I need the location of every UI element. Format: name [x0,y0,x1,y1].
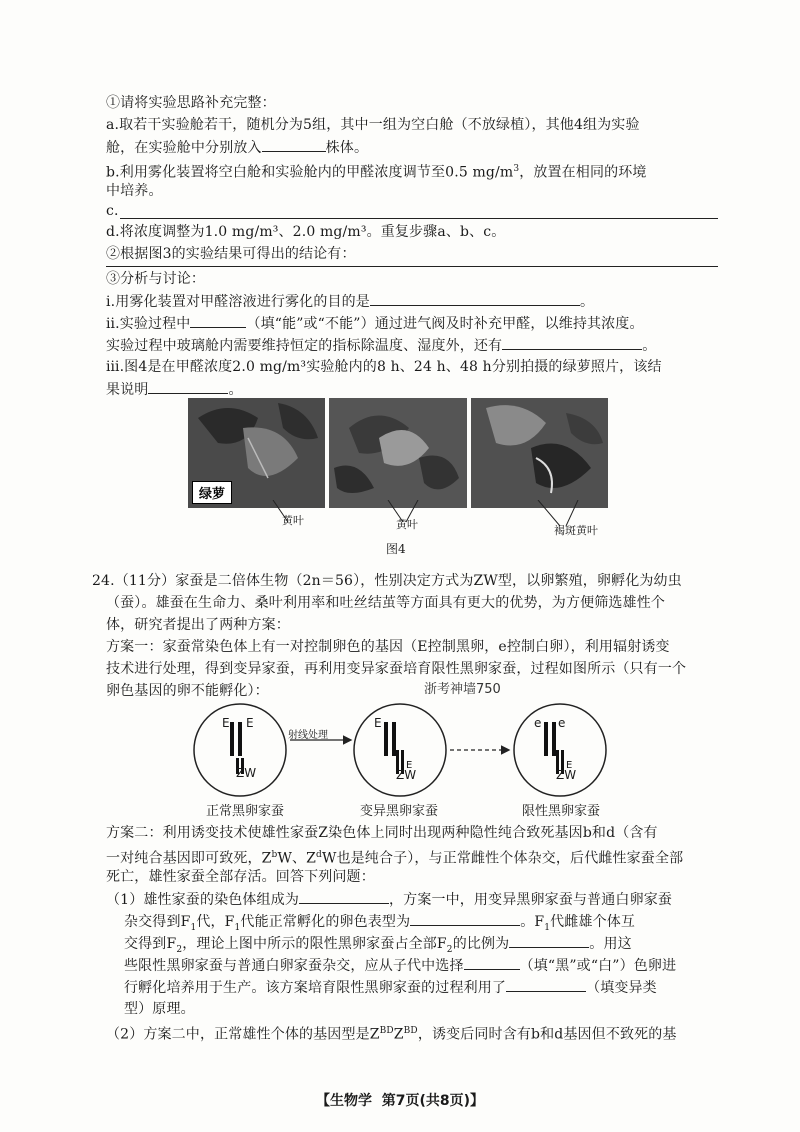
discussion-title: ③分析与讨论： [106,271,206,287]
cell-label-sex-limited: 限性黑卵家蚕 [522,804,601,819]
answer-blank[interactable] [262,136,326,152]
exp-line-i1 [106,290,718,313]
exp-line-b2 [106,180,718,202]
superscript: d [316,850,322,860]
answer-blank[interactable] [502,334,642,350]
exp-step-a-text-2: 舱，在实验舱中分别放入 [106,140,262,156]
q24-1-text-5: 代能正常孵化的卵色表型为 [240,914,411,930]
subscript: 1 [234,922,241,933]
q24-1-line-5 [124,976,718,999]
label-yellow-leaf-2: 黄叶 [396,518,418,531]
answer-blank[interactable] [148,378,228,394]
q24-2-line-1 [106,1020,718,1046]
q24-1-text-12: 些限性黑卵家蚕与普通白卵家蚕杂交，应从子代中选择 [124,958,464,974]
watermark: 浙考神墙750 [424,682,501,697]
gene-label-e: e [558,716,566,730]
q24-1-text-3: 杂交得到F [124,914,191,930]
chromosome-diagram [190,700,610,800]
exp-step-c-label: c. [106,203,119,219]
q24-plan1-line-1 [106,636,718,658]
gene-label-E: E [406,760,413,771]
exp-line-1 [106,92,718,114]
plan-1-text-3: 卵色基因的卵不能孵化）： [106,683,269,699]
photo-8h [188,398,325,508]
plan-2-text-2: 一对纯合基因即可致死，Z [106,850,272,867]
page-footer [0,1090,800,1110]
label-brown-spot-leaf: 褐斑黄叶 [554,524,598,537]
figure-4-caption: 图4 [386,542,406,556]
answer-blank[interactable] [370,290,580,306]
q24-1-text-14: 行孵化培养用于生产。该方案培育限性黑卵家蚕的过程利用了 [124,980,507,996]
cell-label-normal: 正常黑卵家蚕 [206,804,285,819]
q24-1-text-7: 代雌雄个体互 [550,914,636,930]
discussion-i-text: ⅰ.用雾化装置对甲醛溶液进行雾化的目的是 [106,294,370,310]
plan-2-text-5: 死亡，雄性家蚕全部存活。回答下列问题： [106,869,375,885]
subscript: 1 [190,922,197,933]
exp-step-b-text-2: ，放置在相同的环境 [519,164,647,181]
q24-1-text-2: ，方案一中，用变异黑卵家蚕与普通白卵家蚕 [389,892,673,908]
exp-step-b-text: b.利用雾化装置将空白舱和实验舱内的甲醛浓度调节至0.5 mg/m [106,164,514,181]
exp-line-i2c [106,334,718,357]
q24-2-text: （2）方案二中，正常雄性个体的基因型是Z [106,1026,380,1043]
discussion-iii-text: ⅲ.图4是在甲醛浓度2.0 mg/m³实验舱内的8 h、24 h、48 h分别拍摄的绿萝照片，该结 [106,359,662,375]
q24-1-text-15: （填变异类 [586,980,657,996]
gene-label-E: E [566,760,573,771]
superscript: 3 [513,164,520,174]
discussion-iii-text-2: 果说明 [106,382,149,398]
q24-line-3 [106,614,718,636]
arrow-label-radiation: 射线处理 [288,730,328,741]
q24-plan2-line-3 [106,866,718,888]
q24-plan1-line-3 [106,680,718,702]
q24-plan1-line-2 [106,658,718,680]
gene-label-E: E [222,716,230,730]
q24-1-text-16: 型）原理。 [124,1001,195,1017]
photo-48h [471,398,608,508]
exp-step-d-text: d.将浓度调整为1.0 mg/m³、2.0 mg/m³。重复步骤a、b、c。 [106,224,506,240]
footer-subject: 【生物学 [315,1093,372,1109]
exp-step-title: ①请将实验思路补充完整： [106,95,276,111]
answer-line-conclusion[interactable] [106,266,718,267]
q24-1-text-11: 。用这 [589,936,632,952]
discussion-ii-text-2: （填“能”或“不能”）通过进气阀及时补充甲醛，以维持其浓度。 [246,316,644,332]
punctuation: 。 [579,294,595,310]
q24-1-text-13: （填“黑”或“白”）色卵进 [519,958,677,974]
gene-label-E: E [374,716,382,730]
answer-line-c[interactable] [120,218,718,219]
sex-chromosome-label: ZW [396,768,417,782]
superscript: b [271,850,278,860]
plan-1-text-2: 技术进行处理，得到变异家蚕，再利用变异家蚕培育限性黑卵家蚕，过程如图所示（只有一个 [106,661,687,677]
q24-stem: 24.（11分）家蚕是二倍体生物（2n＝56），性别决定方式为ZW型，以卵繁殖，卵孵化为幼虫 [92,573,682,589]
subscript: 2 [176,944,183,955]
plant-name-tag: 绿萝 [192,481,232,504]
exp-line-i2 [106,312,718,335]
photo-24h [329,398,466,508]
q24-1-text-4: 代，F [196,914,235,930]
superscript: BD [403,1026,418,1036]
plan-2-text: 方案二：利用诱变技术使雄性家蚕Z染色体上同时出现两种隐性纯合致死基因b和d（含有 [106,825,658,841]
q24-1-text-10: 的比例为 [452,936,510,952]
sex-chromosome-label: ZW [236,766,257,780]
q24-line-2 [106,592,718,614]
cell-label-variant: 变异黑卵家蚕 [360,804,439,819]
q24-1-text-9: ，理论上图中所示的限性黑卵家蚕占全部F [182,936,447,952]
subscript: 1 [544,922,551,933]
subscript: 2 [446,944,453,955]
exp-step-a-text: a.取若干实验舱若干，随机分为5组，其中一组为空白舱（不放绿植），其他4组为实验 [106,117,640,133]
exp-line-q2 [106,243,718,265]
exp-line-d [106,221,718,243]
exp-line-a2 [106,136,718,159]
answer-blank[interactable] [410,910,520,926]
q24-1-line-6 [124,998,718,1020]
plan-1-text: 方案一：家蚕常染色体上有一对控制卵色的基因（E控制黑卵，e控制白卵），利用辐射诱变 [106,639,670,655]
q24-plan2-line-1 [106,822,718,844]
label-yellow-leaf-1: 黄叶 [282,514,304,527]
leaf-illustration [471,398,608,508]
q24-stem-2: （蚕）。雄蚕在生命力、桑叶利用率和吐丝结茧等方面具有更大的优势，为方便筛选雄性个 [106,595,665,611]
q24-2-text-2: Z [393,1026,404,1043]
figure-4-photos [188,398,608,508]
conclusion-question: ②根据图3的实验结果可得出的结论有： [106,246,356,262]
exp-step-a-text-3: 株体。 [325,140,369,156]
q24-2-text-3: ，诱变后同时含有b和d基因但不致死的基 [417,1026,677,1043]
superscript: BD [379,1026,394,1036]
punctuation: 。 [228,382,243,398]
gene-label-E: E [246,716,254,730]
q24-line-1 [92,570,718,592]
answer-blank[interactable] [299,888,389,904]
plan-2-text-4: W也是纯合子），与正常雌性个体杂交，后代雌性家蚕全部 [321,850,684,867]
exp-line-q3 [106,268,718,290]
gene-label-e: e [534,716,542,730]
q24-1-text-6: 。F [520,914,545,930]
discussion-ii-text: ⅱ.实验过程中 [106,316,191,332]
discussion-ii-text-3: 实验过程中玻璃舱内需要维持恒定的指标除温度、湿度外，还有 [106,338,503,354]
answer-blank[interactable] [509,932,589,948]
exp-line-a1 [106,114,718,136]
q24-stem-3: 体，研究者提出了两种方案： [106,617,290,633]
exp-step-b-text-3: 中培养。 [106,183,163,199]
q24-1-text-8: 交得到F [124,936,177,952]
answer-blank[interactable] [464,954,520,970]
answer-blank[interactable] [506,976,586,992]
q24-1-line-4 [124,954,718,977]
footer-page-number: 第7页(共8页)】 [381,1093,485,1109]
answer-blank[interactable] [190,312,246,328]
q24-1-line-1 [106,888,718,911]
exp-line-i3 [106,356,718,378]
leaf-illustration [329,398,466,508]
sex-chromosome-label: ZW [556,768,577,782]
q24-1-text: （1）雄性家蚕的染色体组成为 [106,892,300,908]
punctuation: 。 [642,338,657,354]
plan-2-text-3: W、Z [277,850,317,867]
